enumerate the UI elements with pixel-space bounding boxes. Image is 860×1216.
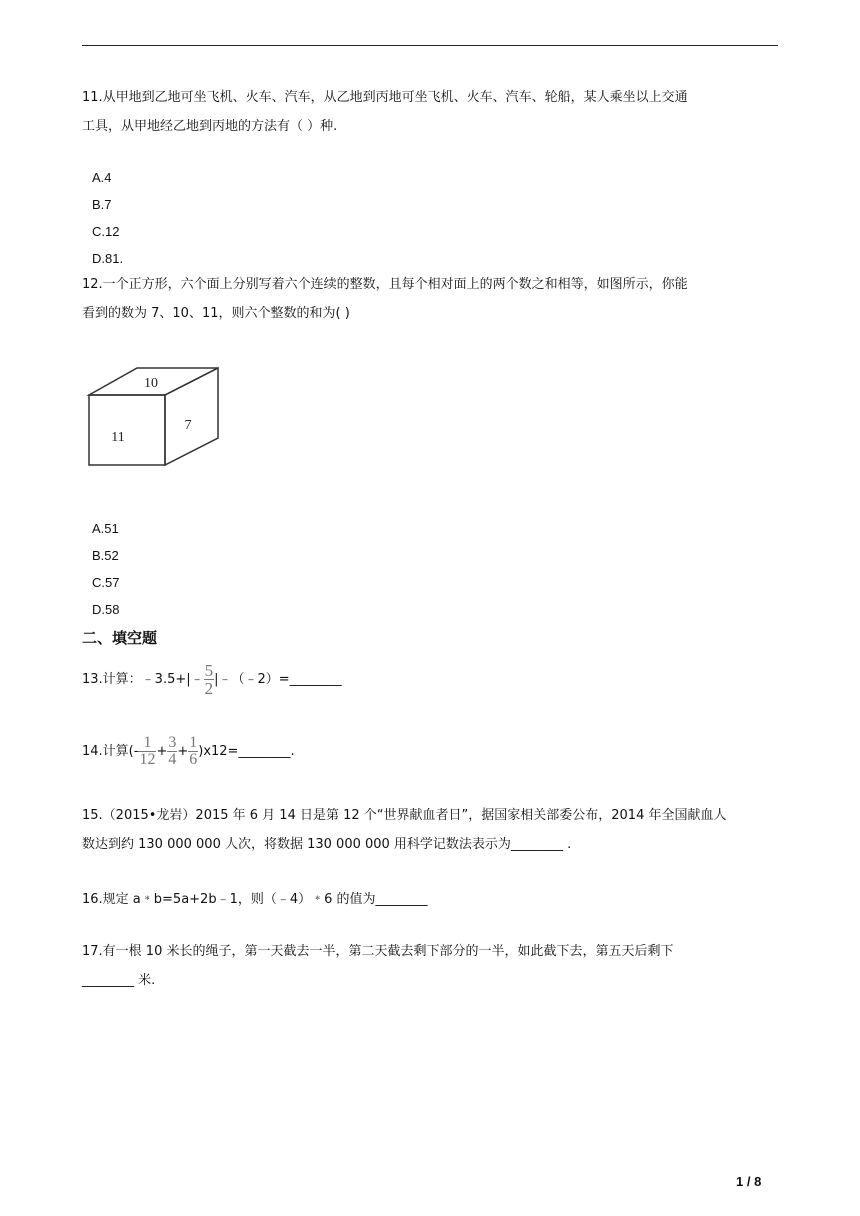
q14-suffix: )x12= (198, 744, 239, 759)
cube-front-label: 11 (111, 430, 125, 445)
question-12 (82, 270, 782, 328)
q14-fraction-3 (188, 735, 198, 768)
q12-option-b: B.52 (92, 548, 119, 563)
q11-option-a: A.4 (92, 170, 112, 185)
q13-blank: ________ (289, 672, 342, 687)
q12-option-a: A.51 (92, 521, 119, 536)
q14-plus-2: + (177, 744, 189, 759)
cube-side-label: 7 (184, 418, 192, 433)
q14-fraction-1-numerator: 1 (138, 735, 156, 752)
header-rule (82, 45, 778, 46)
q14-fraction-3-numerator: 1 (189, 734, 198, 751)
q11-option-d: D.81. (92, 251, 124, 266)
q15-blank: ________ (510, 837, 563, 852)
q13-fraction (204, 662, 215, 697)
q14-fraction-3-denominator: 6 (189, 751, 198, 768)
question-16 (82, 885, 428, 914)
q17-end: 米. (134, 973, 156, 988)
cube-figure (80, 360, 230, 475)
q16-blank: ________ (375, 892, 428, 907)
q14-end: . (290, 744, 295, 759)
question-14 (82, 735, 295, 768)
question-11 (82, 83, 782, 141)
q15-line-2-text: 数达到约 130 000 000 人次，将数据 130 000 000 用科学记数法表示为 (82, 837, 511, 852)
question-15-line-2 (82, 830, 782, 859)
page-number: 1 / 8 (736, 1174, 762, 1189)
question-17-line-2 (82, 966, 782, 995)
q12-option-c: C.57 (92, 575, 120, 590)
question-15-line-1: 15.（2015•龙岩）2015 年 6 月 14 日是第 12 个“世界献血者日”，据国家相关部委公布，2014 年全国献血人 (82, 808, 727, 823)
q14-fraction-2 (167, 735, 177, 768)
question-17-line-1: 17.有一根 10 米长的绳子，第一天截去一半，第二天截去剩下部分的一半，如此截下去，第五天后剩下 (82, 944, 674, 959)
q14-prefix: 14.计算(- (82, 744, 139, 759)
cube-side-face (165, 368, 218, 465)
q14-fraction-2-numerator: 3 (168, 734, 177, 751)
q14-blank: ________ (238, 744, 291, 759)
question-12-line-2: 看到的数为 7、10、11，则六个整数的和为( ) (82, 306, 350, 321)
section-title: 二、填空题 (82, 629, 158, 647)
q14-fraction-1-denominator: 12 (139, 751, 156, 768)
q11-option-c: C.12 (92, 224, 120, 239)
question-11-line-1: 11.从甲地到乙地可坐飞机、火车、汽车，从乙地到丙地可坐飞机、火车、汽车、轮船，某人乘坐以上交通 (82, 90, 688, 105)
question-12-line-1: 12.一个正方形，六个面上分别写着六个连续的整数，且每个相对面上的两个数之和相等，如图所示，你能 (82, 277, 688, 292)
question-17 (82, 937, 782, 995)
cube-top-label: 10 (144, 376, 158, 391)
q13-prefix: 13.计算：﹣3.5+|﹣ (82, 672, 204, 687)
cube-front-face (89, 395, 165, 465)
q13-fraction-denominator: 2 (204, 679, 214, 698)
q11-option-b: B.7 (92, 197, 112, 212)
question-13 (82, 662, 342, 697)
q15-end: . (562, 837, 572, 852)
q13-fraction-numerator: 5 (204, 661, 214, 680)
q17-blank: ________ (82, 973, 134, 988)
q14-fraction-2-denominator: 4 (168, 751, 177, 768)
q14-plus-1: + (156, 744, 168, 759)
question-15 (82, 801, 782, 859)
q14-fraction-1 (138, 735, 156, 768)
question-11-line-2: 工具，从甲地经乙地到丙地的方法有（ ）种. (82, 119, 338, 134)
q16-text: 16.规定 a﹡b=5a+2b﹣1，则（﹣4）﹡6 的值为 (82, 892, 376, 907)
q12-option-d: D.58 (92, 602, 120, 617)
q13-suffix: |﹣（﹣2）= (214, 672, 290, 687)
